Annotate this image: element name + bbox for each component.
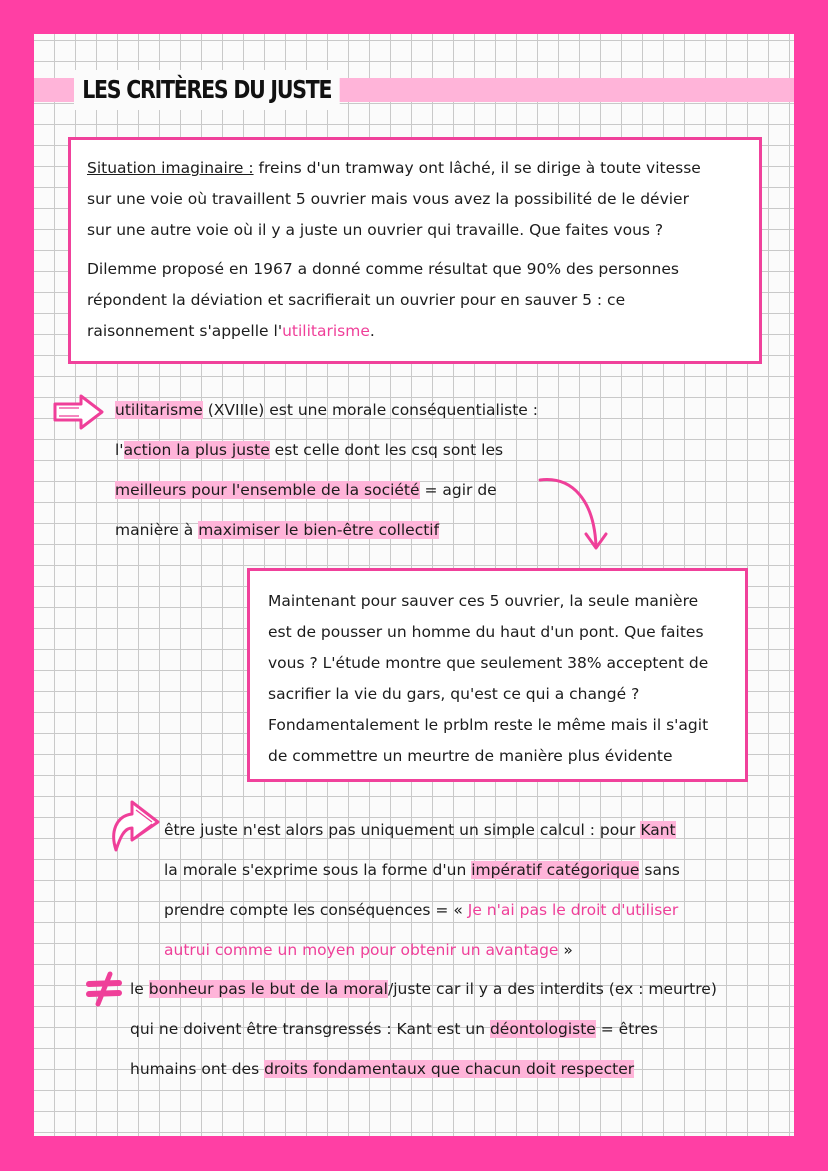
deontology-section: le bonheur pas le but de la moral/juste car il y a des interdits (ex : meurtre) qui ne doivent être transgressés : Kant est un déontologiste = êtres humains ont des droits fondamentaux que chacun doit respecter <box>130 980 717 1078</box>
scenario-intro: Situation imaginaire : freins d'un tramway ont lâché, il se dirige à toute vitesse sur une voie où travaillent 5 ouvrier mais vous avez la possibilité de le dévier sur une autre voie où il y a juste un ouvrier qui travaille. Que faites vous ? <box>87 159 701 239</box>
kant-section: être juste n'est alors pas uniquement un simple calcul : pour Kant la morale s'exprime sous la forme d'un impératif catégorique sans prendre compte les conséquences = « Je n'ai pas le droit d'utiliser autrui comme un moyen pour obtenir un avantage » <box>164 821 680 959</box>
arrow-right-icon <box>53 394 105 430</box>
scenario-label: Situation imaginaire : <box>87 159 254 177</box>
scenario-result: Dilemme proposé en 1967 a donné comme résultat que 90% des personnes répondent la déviation et sacrifierait un ouvrier pour en sauver 5 : ce raisonnement s'appelle l'utilitarisme. <box>87 260 679 340</box>
notebook-page <box>34 34 794 1136</box>
scenario-box <box>68 137 762 364</box>
bridge-scenario-box <box>247 568 748 782</box>
bridge-scenario-text: Maintenant pour sauver ces 5 ouvrier, la seule manière est de pousser un homme du haut d'un pont. Que faites vous ? L'étude montre que seulement 38% acceptent de sacrifier la vie du gars, qu'est ce qui a changé ? Fondamentalement le prblm reste le même mais il s'agit de commettre un meurtre de manière plus évidente <box>268 592 709 765</box>
not-equal-icon <box>86 972 122 1006</box>
curved-arrow-down-icon <box>536 474 610 554</box>
turn-right-arrow-icon <box>108 796 162 854</box>
page-title: LES CRITÈRES DU JUSTE <box>74 70 340 110</box>
utilitarism-definition: utilitarisme (XVIIIe) est une morale conséquentialiste : l'action la plus juste est celle dont les csq sont les meilleurs pour l'ensemble de la société = agir de manière à maximiser le bien-être collectif <box>115 401 538 539</box>
utilitarisme-term: utilitarisme <box>282 322 370 340</box>
